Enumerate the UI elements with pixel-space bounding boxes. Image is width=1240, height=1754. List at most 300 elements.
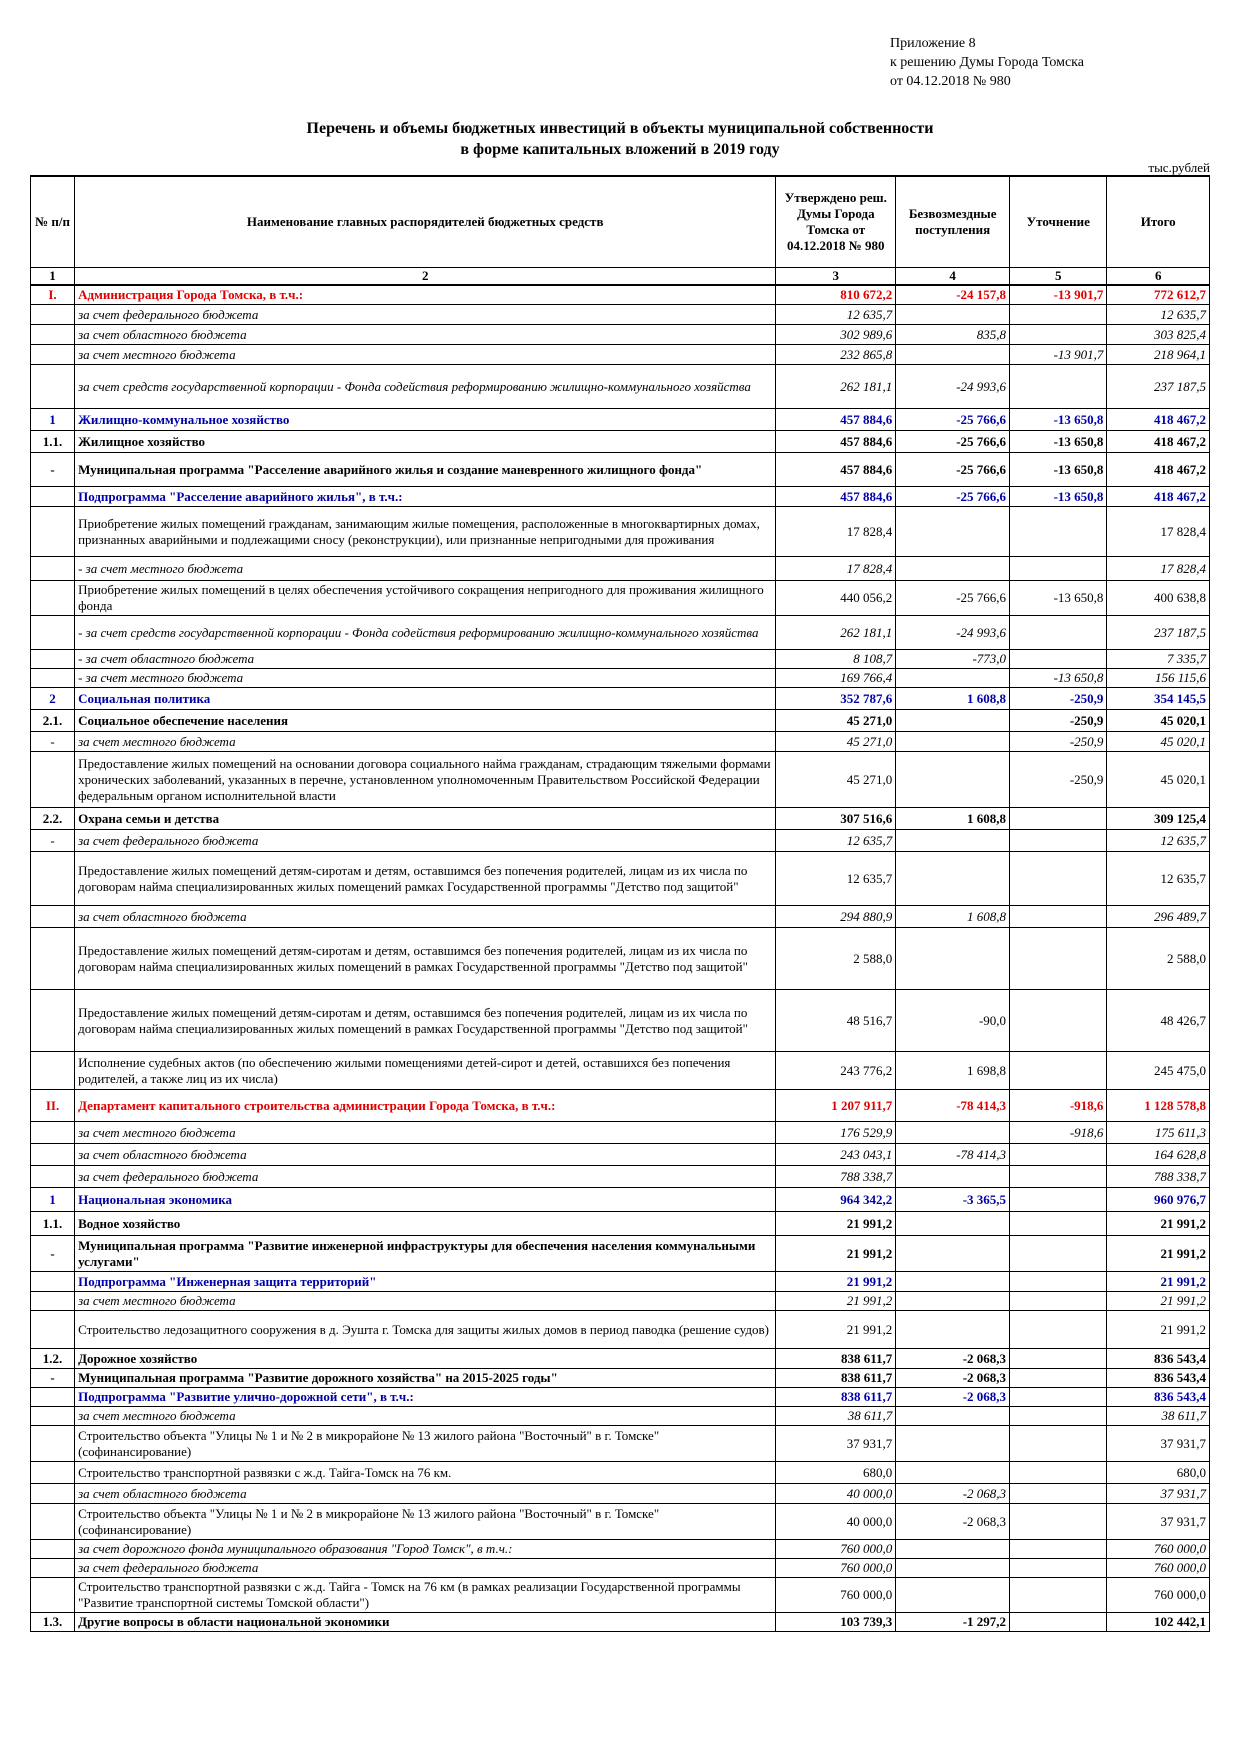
approved-value: 40 000,0	[776, 1504, 896, 1540]
table-header-row	[31, 176, 1210, 268]
grants-value: -78 414,3	[896, 1144, 1010, 1166]
approved-value: 810 672,2	[776, 285, 896, 305]
grants-value	[896, 345, 1010, 365]
column-number-row	[31, 268, 1210, 286]
row-number: -	[31, 830, 75, 852]
clarification-value	[1010, 1613, 1107, 1632]
table-row	[31, 688, 1210, 710]
clarification-value	[1010, 906, 1107, 928]
approved-value: 232 865,8	[776, 345, 896, 365]
total-value: 1 128 578,8	[1107, 1090, 1210, 1122]
row-number	[31, 752, 75, 808]
total-value: 418 467,2	[1107, 409, 1210, 431]
grants-value	[896, 752, 1010, 808]
clarification-value	[1010, 928, 1107, 990]
approved-value: 788 338,7	[776, 1166, 896, 1188]
total-value: 309 125,4	[1107, 808, 1210, 830]
clarification-value: -250,9	[1010, 710, 1107, 732]
clarification-value	[1010, 1311, 1107, 1349]
clarification-value: -13 650,8	[1010, 409, 1107, 431]
total-value: 772 612,7	[1107, 285, 1210, 305]
table-row	[31, 453, 1210, 487]
clarification-value	[1010, 1426, 1107, 1462]
header-total: Итого	[1107, 176, 1210, 268]
row-name: за счет областного бюджета	[75, 906, 776, 928]
approved-value: 760 000,0	[776, 1559, 896, 1578]
row-number	[31, 1559, 75, 1578]
grants-value: -2 068,3	[896, 1504, 1010, 1540]
row-name: Национальная экономика	[75, 1188, 776, 1212]
row-number	[31, 928, 75, 990]
grants-value	[896, 1578, 1010, 1613]
grants-value: -24 993,6	[896, 365, 1010, 409]
row-name: Строительство ледозащитного сооружения в д. Эушта г. Томска для защиты жилых домов в период паводка (решение судов)	[75, 1311, 776, 1349]
approved-value: 440 056,2	[776, 581, 896, 616]
total-value: 37 931,7	[1107, 1426, 1210, 1462]
table-row	[31, 1407, 1210, 1426]
clarification-value	[1010, 1349, 1107, 1369]
approved-value: 964 342,2	[776, 1188, 896, 1212]
table-row	[31, 1144, 1210, 1166]
row-name: Строительство транспортной развязки с ж.д. Тайга - Томск на 76 км (в рамках реализации Государственной программы "Развитие транспортной системы Томской области")	[75, 1578, 776, 1613]
row-number	[31, 906, 75, 928]
row-number	[31, 616, 75, 650]
total-value: 760 000,0	[1107, 1559, 1210, 1578]
row-name: Социальная политика	[75, 688, 776, 710]
row-number: 1.1.	[31, 1212, 75, 1236]
column-number: 1	[31, 268, 75, 286]
approved-value: 838 611,7	[776, 1369, 896, 1388]
table-row	[31, 906, 1210, 928]
grants-value: -90,0	[896, 990, 1010, 1052]
row-number	[31, 852, 75, 906]
total-value: 45 020,1	[1107, 752, 1210, 808]
total-value: 21 991,2	[1107, 1212, 1210, 1236]
row-number	[31, 305, 75, 325]
total-value: 296 489,7	[1107, 906, 1210, 928]
approved-value: 40 000,0	[776, 1484, 896, 1504]
total-value: 237 187,5	[1107, 616, 1210, 650]
grants-value: -24 157,8	[896, 285, 1010, 305]
table-body	[31, 285, 1210, 1632]
approved-value: 176 529,9	[776, 1122, 896, 1144]
row-name: за счет федерального бюджета	[75, 830, 776, 852]
row-number: -	[31, 1236, 75, 1272]
row-name: за счет дорожного фонда муниципального образования "Город Томск", в т.ч.:	[75, 1540, 776, 1559]
approved-value: 45 271,0	[776, 732, 896, 752]
row-name: Подпрограмма "Расселение аварийного жилья", в т.ч.:	[75, 487, 776, 507]
total-value: 17 828,4	[1107, 507, 1210, 557]
grants-value: -2 068,3	[896, 1388, 1010, 1407]
row-number: 2.1.	[31, 710, 75, 732]
table-row	[31, 1540, 1210, 1559]
row-name: Социальное обеспечение населения	[75, 710, 776, 732]
total-value: 7 335,7	[1107, 650, 1210, 669]
total-value: 21 991,2	[1107, 1311, 1210, 1349]
clarification-value: -250,9	[1010, 752, 1107, 808]
row-name: Предоставление жилых помещений детям-сиротам и детям, оставшимся без попечения родителей, лицам из их числа по договорам найма специализированных жилых помещений рамках Государственной программы "Детство под защитой"	[75, 852, 776, 906]
table-row	[31, 732, 1210, 752]
grants-value: -25 766,6	[896, 431, 1010, 453]
approved-value: 838 611,7	[776, 1349, 896, 1369]
total-value: 21 991,2	[1107, 1272, 1210, 1292]
row-number	[31, 650, 75, 669]
header-note-line: к решению Думы Города Томска	[890, 55, 1084, 70]
total-value: 38 611,7	[1107, 1407, 1210, 1426]
clarification-value	[1010, 1166, 1107, 1188]
row-number	[31, 1292, 75, 1311]
clarification-value: -13 650,8	[1010, 487, 1107, 507]
table-row	[31, 710, 1210, 732]
total-value: 354 145,5	[1107, 688, 1210, 710]
row-number: -	[31, 732, 75, 752]
clarification-value	[1010, 1484, 1107, 1504]
header-note-line: от 04.12.2018 № 980	[890, 74, 1011, 89]
row-name: за счет областного бюджета	[75, 325, 776, 345]
table-row	[31, 1090, 1210, 1122]
header-approved: Утверждено реш. Думы Города Томска от 04.12.2018 № 980	[776, 176, 896, 268]
total-value: 836 543,4	[1107, 1349, 1210, 1369]
clarification-value	[1010, 507, 1107, 557]
table-row	[31, 409, 1210, 431]
table-row	[31, 1613, 1210, 1632]
grants-value	[896, 1236, 1010, 1272]
row-number	[31, 487, 75, 507]
table-row	[31, 808, 1210, 830]
clarification-value	[1010, 808, 1107, 830]
grants-value	[896, 710, 1010, 732]
units-label: тыс.рублей	[1148, 160, 1210, 175]
grants-value	[896, 507, 1010, 557]
clarification-value: -250,9	[1010, 688, 1107, 710]
row-name: Строительство объекта "Улицы № 1 и № 2 в микрорайоне № 13 жилого района "Восточный" в г. Томске" (софинансирование)	[75, 1504, 776, 1540]
total-value: 12 635,7	[1107, 305, 1210, 325]
row-name: Предоставление жилых помещений детям-сиротам и детям, оставшимся без попечения родителей, лицам из их числа по договорам найма специализированных жилых помещений в рамках Государственной программы "Детство под защитой"	[75, 990, 776, 1052]
grants-value: 1 698,8	[896, 1052, 1010, 1090]
total-value: 45 020,1	[1107, 710, 1210, 732]
budget-table	[30, 175, 1210, 1632]
row-number	[31, 1272, 75, 1292]
clarification-value: -918,6	[1010, 1090, 1107, 1122]
grants-value: -24 993,6	[896, 616, 1010, 650]
row-name: за счет областного бюджета	[75, 1144, 776, 1166]
header-grants: Безвозмездные поступления	[896, 176, 1010, 268]
approved-value: 457 884,6	[776, 431, 896, 453]
table-row	[31, 830, 1210, 852]
clarification-value: -13 901,7	[1010, 345, 1107, 365]
total-value: 836 543,4	[1107, 1369, 1210, 1388]
table-row	[31, 852, 1210, 906]
table-row	[31, 1052, 1210, 1090]
table-row	[31, 285, 1210, 305]
row-name: Охрана семьи и детства	[75, 808, 776, 830]
column-number: 4	[896, 268, 1010, 286]
clarification-value: -13 650,8	[1010, 581, 1107, 616]
grants-value	[896, 1559, 1010, 1578]
clarification-value	[1010, 557, 1107, 581]
row-name: за счет местного бюджета	[75, 1407, 776, 1426]
table-row	[31, 1236, 1210, 1272]
row-name: - за счет областного бюджета	[75, 650, 776, 669]
table-row	[31, 487, 1210, 507]
total-value: 237 187,5	[1107, 365, 1210, 409]
grants-value	[896, 1272, 1010, 1292]
row-name: за счет местного бюджета	[75, 732, 776, 752]
approved-value: 457 884,6	[776, 453, 896, 487]
approved-value: 21 991,2	[776, 1236, 896, 1272]
clarification-value: -250,9	[1010, 732, 1107, 752]
row-number: I.	[31, 285, 75, 305]
column-number: 2	[75, 268, 776, 286]
clarification-value	[1010, 1462, 1107, 1484]
approved-value: 37 931,7	[776, 1426, 896, 1462]
total-value: 788 338,7	[1107, 1166, 1210, 1188]
row-name: Муниципальная программа "Расселение аварийного жилья и создание маневренного жилищного фонда"	[75, 453, 776, 487]
grants-value	[896, 1166, 1010, 1188]
row-number: 1	[31, 409, 75, 431]
table-row	[31, 1578, 1210, 1613]
approved-value: 262 181,1	[776, 616, 896, 650]
approved-value: 21 991,2	[776, 1212, 896, 1236]
approved-value: 262 181,1	[776, 365, 896, 409]
grants-value: -2 068,3	[896, 1484, 1010, 1504]
table-row	[31, 990, 1210, 1052]
approved-value: 457 884,6	[776, 409, 896, 431]
clarification-value	[1010, 1559, 1107, 1578]
row-name: за счет местного бюджета	[75, 1292, 776, 1311]
approved-value: 2 588,0	[776, 928, 896, 990]
title-line: в форме капитальных вложений в 2019 году	[460, 141, 780, 158]
table-row	[31, 1212, 1210, 1236]
clarification-value	[1010, 650, 1107, 669]
total-value: 418 467,2	[1107, 431, 1210, 453]
approved-value: 12 635,7	[776, 852, 896, 906]
table-row	[31, 1188, 1210, 1212]
total-value: 680,0	[1107, 1462, 1210, 1484]
approved-value: 680,0	[776, 1462, 896, 1484]
row-name: Департамент капитального строительства администрации Города Томска, в т.ч.:	[75, 1090, 776, 1122]
row-name: за счет местного бюджета	[75, 345, 776, 365]
row-name: за счет федерального бюджета	[75, 305, 776, 325]
grants-value	[896, 928, 1010, 990]
clarification-value: -13 901,7	[1010, 285, 1107, 305]
clarification-value	[1010, 1144, 1107, 1166]
column-number: 5	[1010, 268, 1107, 286]
grants-value	[896, 557, 1010, 581]
grants-value	[896, 830, 1010, 852]
total-value: 37 931,7	[1107, 1504, 1210, 1540]
approved-value: 294 880,9	[776, 906, 896, 928]
row-number	[31, 1144, 75, 1166]
column-number: 6	[1107, 268, 1210, 286]
approved-value: 838 611,7	[776, 1388, 896, 1407]
header-name: Наименование главных распорядителей бюджетных средств	[75, 176, 776, 268]
table-row	[31, 581, 1210, 616]
approved-value: 45 271,0	[776, 752, 896, 808]
total-value: 48 426,7	[1107, 990, 1210, 1052]
grants-value: -25 766,6	[896, 487, 1010, 507]
row-number: 2	[31, 688, 75, 710]
clarification-value	[1010, 1540, 1107, 1559]
row-number	[31, 345, 75, 365]
row-name: - за счет средств государственной корпорации - Фонда содействия реформированию жилищно-коммунального хозяйства	[75, 616, 776, 650]
table-row	[31, 345, 1210, 365]
grants-value: -25 766,6	[896, 409, 1010, 431]
grants-value	[896, 732, 1010, 752]
approved-value: 45 271,0	[776, 710, 896, 732]
grants-value: -2 068,3	[896, 1349, 1010, 1369]
grants-value: -3 365,5	[896, 1188, 1010, 1212]
grants-value	[896, 1540, 1010, 1559]
row-number	[31, 365, 75, 409]
grants-value: -773,0	[896, 650, 1010, 669]
row-number: -	[31, 1369, 75, 1388]
clarification-value	[1010, 1052, 1107, 1090]
clarification-value: -13 650,8	[1010, 453, 1107, 487]
header-clarification: Уточнение	[1010, 176, 1107, 268]
row-number	[31, 507, 75, 557]
clarification-value	[1010, 1578, 1107, 1613]
total-value: 21 991,2	[1107, 1236, 1210, 1272]
grants-value	[896, 1122, 1010, 1144]
grants-value	[896, 1407, 1010, 1426]
row-name: за счет средств государственной корпорации - Фонда содействия реформированию жилищно-коммунального хозяйства	[75, 365, 776, 409]
row-name: Подпрограмма "Развитие улично-дорожной сети", в т.ч.:	[75, 1388, 776, 1407]
clarification-value	[1010, 365, 1107, 409]
total-value: 400 638,8	[1107, 581, 1210, 616]
grants-value: 835,8	[896, 325, 1010, 345]
table-row	[31, 752, 1210, 808]
row-number	[31, 1311, 75, 1349]
clarification-value: -13 650,8	[1010, 431, 1107, 453]
approved-value: 21 991,2	[776, 1311, 896, 1349]
table-row	[31, 431, 1210, 453]
row-number	[31, 557, 75, 581]
table-row	[31, 507, 1210, 557]
table-row	[31, 1122, 1210, 1144]
table-row	[31, 365, 1210, 409]
row-name: Предоставление жилых помещений на основании договора социального найма гражданам, страдающим тяжелыми формами хронических заболеваний, указанных в перечне, установленном уполномоченным Правительством Российской Федерации федеральным органом исполнительной власти	[75, 752, 776, 808]
row-number	[31, 1426, 75, 1462]
table-row	[31, 1504, 1210, 1540]
table-row	[31, 557, 1210, 581]
grants-value: 1 608,8	[896, 808, 1010, 830]
approved-value: 243 776,2	[776, 1052, 896, 1090]
row-name: Водное хозяйство	[75, 1212, 776, 1236]
grants-value: -2 068,3	[896, 1369, 1010, 1388]
grants-value	[896, 1462, 1010, 1484]
row-number: 1.1.	[31, 431, 75, 453]
row-name: за счет местного бюджета	[75, 1122, 776, 1144]
row-name: Муниципальная программа "Развитие инженерной инфраструктуры для обеспечения населения коммунальными услугами"	[75, 1236, 776, 1272]
total-value: 2 588,0	[1107, 928, 1210, 990]
clarification-value	[1010, 1504, 1107, 1540]
row-number	[31, 669, 75, 688]
header-num: № п/п	[31, 176, 75, 268]
approved-value: 457 884,6	[776, 487, 896, 507]
approved-value: 760 000,0	[776, 1578, 896, 1613]
total-value: 164 628,8	[1107, 1144, 1210, 1166]
total-value: 102 442,1	[1107, 1613, 1210, 1632]
table-row	[31, 616, 1210, 650]
row-number	[31, 1462, 75, 1484]
clarification-value	[1010, 325, 1107, 345]
approved-value: 21 991,2	[776, 1272, 896, 1292]
row-number	[31, 1407, 75, 1426]
clarification-value	[1010, 1369, 1107, 1388]
clarification-value	[1010, 1388, 1107, 1407]
row-name: Муниципальная программа "Развитие дорожного хозяйства" на 2015-2025 годы"	[75, 1369, 776, 1388]
table-row	[31, 1292, 1210, 1311]
table-row	[31, 1484, 1210, 1504]
row-name: за счет областного бюджета	[75, 1484, 776, 1504]
table-row	[31, 1426, 1210, 1462]
grants-value	[896, 1311, 1010, 1349]
approved-value: 1 207 911,7	[776, 1090, 896, 1122]
table-row	[31, 1311, 1210, 1349]
header-note	[890, 34, 1084, 91]
row-number	[31, 1504, 75, 1540]
row-number: II.	[31, 1090, 75, 1122]
row-number: -	[31, 453, 75, 487]
table-row	[31, 650, 1210, 669]
column-number: 3	[776, 268, 896, 286]
table-row	[31, 1369, 1210, 1388]
approved-value: 243 043,1	[776, 1144, 896, 1166]
approved-value: 12 635,7	[776, 305, 896, 325]
table-row	[31, 669, 1210, 688]
clarification-value	[1010, 1272, 1107, 1292]
row-name: Жилищное хозяйство	[75, 431, 776, 453]
row-name: Приобретение жилых помещений в целях обеспечения устойчивого сокращения непригодного для проживания жилищного фонда	[75, 581, 776, 616]
grants-value	[896, 1426, 1010, 1462]
clarification-value	[1010, 1407, 1107, 1426]
row-number	[31, 1388, 75, 1407]
total-value: 960 976,7	[1107, 1188, 1210, 1212]
row-name: Исполнение судебных актов (по обеспечению жилыми помещениями детей-сирот и детей, оставшихся без попечения родителей, а также лиц из их числа)	[75, 1052, 776, 1090]
total-value: 37 931,7	[1107, 1484, 1210, 1504]
row-name: за счет федерального бюджета	[75, 1559, 776, 1578]
approved-value: 103 739,3	[776, 1613, 896, 1632]
grants-value: -78 414,3	[896, 1090, 1010, 1122]
clarification-value: -13 650,8	[1010, 669, 1107, 688]
total-value: 760 000,0	[1107, 1578, 1210, 1613]
table-row	[31, 325, 1210, 345]
total-value: 156 115,6	[1107, 669, 1210, 688]
grants-value	[896, 1292, 1010, 1311]
grants-value	[896, 669, 1010, 688]
clarification-value	[1010, 1212, 1107, 1236]
approved-value: 12 635,7	[776, 830, 896, 852]
row-number	[31, 1540, 75, 1559]
row-name: - за счет местного бюджета	[75, 557, 776, 581]
total-value: 12 635,7	[1107, 830, 1210, 852]
grants-value: 1 608,8	[896, 688, 1010, 710]
row-name: Приобретение жилых помещений гражданам, занимающим жилые помещения, расположенные в многоквартирных домах, признанных аварийными и подлежащими сносу (реконструкции), или признанные непригодными для проживания	[75, 507, 776, 557]
clarification-value: -918,6	[1010, 1122, 1107, 1144]
total-value: 21 991,2	[1107, 1292, 1210, 1311]
row-number	[31, 1166, 75, 1188]
table-row	[31, 1166, 1210, 1188]
table-row	[31, 928, 1210, 990]
table-row	[31, 1349, 1210, 1369]
row-name: Дорожное хозяйство	[75, 1349, 776, 1369]
row-name: - за счет местного бюджета	[75, 669, 776, 688]
clarification-value	[1010, 1292, 1107, 1311]
approved-value: 38 611,7	[776, 1407, 896, 1426]
approved-value: 302 989,6	[776, 325, 896, 345]
row-name: Администрация Города Томска, в т.ч.:	[75, 285, 776, 305]
